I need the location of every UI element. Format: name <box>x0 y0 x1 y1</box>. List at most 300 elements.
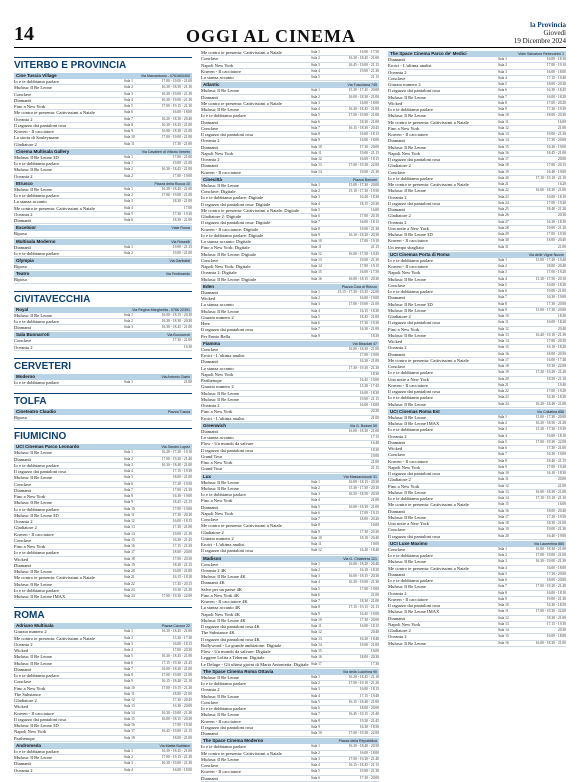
film-title: Fino a New York <box>388 326 420 332</box>
film-title: Mufasa: Il Re Leone 3D <box>14 154 59 160</box>
film-title: Me contro te presenta: Cattivissimi a Natale <box>388 119 469 125</box>
film-title: Wicked <box>388 339 403 344</box>
showtimes: 17.00 - 19.00 <box>172 173 192 178</box>
film-title: Mufasa: Il Re Leone <box>14 569 52 574</box>
screen-label: Sala 26 <box>498 213 509 218</box>
screen-label: Sala 2 <box>311 189 320 193</box>
film-title: Conclave <box>201 257 219 263</box>
showtimes: 18.30 <box>370 447 379 452</box>
screen-label: Sala 6 <box>311 775 320 780</box>
film-title: Napoli New York <box>14 729 47 735</box>
film-title: Oceania 2 <box>14 116 33 122</box>
screen-label: Sala 4 <box>498 565 507 570</box>
showtimes: 19.00 - 21.15 <box>172 244 192 249</box>
film-title: Mufasa: Il Re Leone IMAX <box>388 421 440 426</box>
film-title: Diamanti <box>388 351 406 357</box>
showtimes: 16.30 - 18.45 - 21.00 <box>161 167 192 172</box>
film-title: Fino a New York <box>388 483 420 489</box>
screen-label: Sala 7 <box>311 220 320 225</box>
screen-label <box>311 466 333 471</box>
screen-label: Sala 4 <box>498 75 507 80</box>
showtimes: 19.00 <box>370 542 379 546</box>
film-title: Wicked <box>388 100 403 106</box>
screen-label: Sala 3 <box>498 427 507 432</box>
screen-label: Sala 5 <box>124 654 133 659</box>
showtimes: 18.00 - 21.00 <box>172 735 192 740</box>
film-title: La storia di Souleymane <box>14 135 59 141</box>
showtimes: 17.00 - 19.20 - 21.40 <box>535 584 566 589</box>
screen-label: Sala 10 <box>498 603 509 607</box>
film-title: Conclave <box>14 679 32 685</box>
film-title: Eroici - L'ultima analisi <box>201 542 245 547</box>
showtimes: 15.30 - 17.45 - 20.00 <box>348 88 379 93</box>
showtimes: 21.15 <box>370 245 379 250</box>
film-title: Le Deluge - Gli ultimi giorni di Maria Antonietta: Digitale <box>201 661 309 667</box>
city-heading: CIVITAVECCHIA <box>14 291 192 304</box>
film-title: Mufasa: Il Re Leone <box>14 500 52 506</box>
cinema-address: Via G. Chiabrera 121 <box>343 556 377 561</box>
showtimes: 16.00 - 18.30 - 21.00 <box>535 188 566 193</box>
showtimes: 16.20 - 18.45 - 21.10 <box>348 674 379 679</box>
screen-label: Sala 1 <box>311 50 320 54</box>
showtimes: 18.30 - 21.00 <box>546 615 566 620</box>
screen-label: Sala 4 <box>311 308 320 313</box>
showtimes: 16.30 - 18.45 - 21.00 <box>161 654 192 659</box>
film-title: Io e te dobbiamo parlare <box>201 744 246 750</box>
showtimes: 16.00 <box>370 649 379 653</box>
film-title: Mufasa: Il Re Leone IMAX <box>14 594 66 599</box>
film-title: Wicked <box>14 704 29 710</box>
screen-label: Sala 20 <box>498 175 509 180</box>
film-title: Fino a New York <box>14 494 46 499</box>
film-title: Kraven - Il cacciatore <box>388 596 428 602</box>
screen-label: Sala 11 <box>498 477 509 482</box>
showtimes: 16.30 - 21.00 <box>359 327 379 332</box>
screen-label: Sala 6 <box>311 321 320 325</box>
film-title: Il ragazzo dai pantaloni rosa <box>388 200 441 206</box>
showtimes: 15.30 - 17.50 - 20.10 <box>348 485 379 490</box>
screen-label: Sala 1 <box>124 450 133 455</box>
showtimes: 16.10 - 18.20 - 20.30 <box>348 232 379 237</box>
cinema-address: Via Garibaldi <box>169 259 190 263</box>
showtimes: 19.00 - 21.30 <box>546 527 566 532</box>
cinema-name: Adriano Multisala <box>16 623 54 629</box>
screen-label: Sala 6 <box>311 119 320 124</box>
showtimes: 17.00 - 20.20 <box>546 100 566 105</box>
showtime-row <box>14 277 192 283</box>
screen-label: Sala 10 <box>498 113 509 118</box>
screen-label: Sala 17 <box>498 514 509 519</box>
film-title: Wicked <box>201 296 216 301</box>
showtime-row <box>14 736 192 742</box>
film-title: Il ragazzo dai pantaloni rosa <box>388 389 441 394</box>
film-title: Diamanti <box>388 138 406 144</box>
showtimes: 16.00 - 18.15 <box>359 220 379 225</box>
showtimes: 15.00 - 17.30 - 20.00 <box>535 307 566 312</box>
screen-label: Sala 2 <box>124 167 133 172</box>
film-title: Io e te dobbiamo parlare <box>14 161 59 166</box>
screen-label: Sala 7 <box>498 295 507 300</box>
showtimes: 17.00 - 19.20 <box>546 389 566 393</box>
screen-label: Sala 13 <box>498 332 509 337</box>
showtimes: 17.00 - 19.00 - 21.00 <box>161 673 192 677</box>
cinema-address: Piazza Bonomi <box>353 177 377 182</box>
screen-label: Sala 14 <box>311 169 322 174</box>
film-title: Oceania 2 <box>14 641 33 647</box>
film-title: Mufasa: Il Re Leone <box>201 308 239 314</box>
film-title: Mufasa: Il Re Leone <box>201 712 239 718</box>
screen-label: Sala 2 <box>124 635 133 640</box>
film-title: Kraven - Il cacciatore <box>201 68 241 74</box>
screen-label: Sala 5 <box>311 586 320 591</box>
film-title: Napoli New York <box>388 464 421 470</box>
cinema-name: Eden <box>203 283 215 289</box>
film-title: Mufasa: Il Re Leone 3D <box>14 512 59 518</box>
screen-label: Sala 15 <box>498 634 509 639</box>
screen-label: Sala 14 <box>311 642 322 647</box>
film-title: Mufasa: Il Re Leone <box>201 756 239 762</box>
showtime-row <box>14 264 192 270</box>
showtimes: 16.00 - 18.15 <box>359 624 379 628</box>
screen-label: Sala 16 <box>124 723 135 727</box>
screen-label: Sala 23 <box>124 587 135 592</box>
screen-label: Sala 4 <box>311 580 320 585</box>
film-title: Io e te dobbiamo parlare <box>14 506 59 512</box>
screen-label: Sala 6 <box>311 706 320 710</box>
film-title: Mufasa: Il Re Leone <box>388 514 426 520</box>
film-title: Conclave <box>388 75 406 81</box>
showtime-row <box>201 416 379 422</box>
screen-label: Sala 5 <box>498 282 507 287</box>
film-title: La stanza accanto: Digitale <box>201 239 251 244</box>
film-title: Il ragazzo dai pantaloni rosa <box>388 88 441 94</box>
showtimes: 17.00 - 19.00 <box>359 586 379 591</box>
city-heading: VITERBO E PROVINCIA <box>14 57 192 70</box>
showtimes: 16.50 - 18.50 - 20.50 <box>348 492 379 496</box>
film-title: Kraven - Il cacciatore 4K <box>201 599 248 604</box>
film-title: Eroici - L'ultima analisi <box>201 353 245 358</box>
showtimes: 16.30 - 18.50 <box>546 603 566 607</box>
film-title: Diamanti <box>14 218 32 223</box>
film-title: Io e te dobbiamo parlare <box>14 379 59 385</box>
cinema-name: Royal <box>16 306 29 312</box>
film-title: Io e te dobbiamo parlare <box>201 113 246 119</box>
showtimes: 18.30 <box>370 333 379 338</box>
screen-label: Sala 11 <box>311 624 322 628</box>
film-title: Riposo <box>14 264 28 269</box>
showtimes: 16.30 - 20.00 <box>172 704 192 709</box>
screen-label: Sala 1 <box>124 748 133 753</box>
screen-label: Sala 2 <box>311 485 320 490</box>
film-title: Io e te dobbiamo parlare: Digitale <box>201 232 264 238</box>
showtimes: 19.00 - 21.15 <box>359 150 379 155</box>
screen-label: Sala 12 <box>311 548 322 553</box>
film-title: Me contro te presenta: Cattivissimi a Natale <box>14 205 95 211</box>
showtimes: 16.00 - 18.30 - 21.00 <box>348 504 379 509</box>
screen-label: Sala 3 <box>498 270 507 275</box>
screen-label: Sala 7 <box>124 666 133 671</box>
screen-label: Sala 10 <box>311 731 322 735</box>
film-title: Mufasa: Il Re Leone <box>388 307 426 313</box>
showtimes: 16.30 - 18.30 - 20.30 <box>161 318 192 323</box>
showtimes: 17.00 - 19.10 - 21.20 <box>348 681 379 685</box>
film-title: Oceania 2 <box>388 219 407 225</box>
screen-label: Sala 6 <box>311 214 320 218</box>
cinema-name: Moderno <box>16 373 35 379</box>
screen-label: Sala 7 <box>311 712 320 717</box>
film-title: Una notte a New York <box>388 225 429 231</box>
screen-label: Sala 3 <box>311 62 320 67</box>
showtimes: 17.15 - 19.15 - 21.15 <box>348 605 379 610</box>
screen-label: Sala 5 <box>124 104 133 108</box>
film-title: Mufasa: Il Re Leone 3D <box>14 723 59 728</box>
film-title: Io e te dobbiamo parlare <box>14 79 59 84</box>
showtimes: 16.30 - 19.00 <box>546 295 566 300</box>
showtimes: 16.40 - 19.00 <box>546 533 566 538</box>
film-title: Diamanti <box>14 97 32 103</box>
film-title: Me contro te presenta: Cattivissimi a Natale <box>388 182 469 187</box>
showtimes: 17.00 - 19.00 - 21.00 <box>348 113 379 118</box>
screen-label: Sala 27 <box>498 219 509 224</box>
film-title: Mufasa: Il Re Leone <box>388 489 426 495</box>
showtimes: 19.00 <box>370 453 379 458</box>
film-title: Oceania 2: Digitale <box>201 270 237 276</box>
film-title: Conclave <box>201 763 219 768</box>
showtimes: 16.30 - 18.40 - 20.50 <box>348 744 379 749</box>
showtimes: 17.00 - 19.30 - 22.00 <box>535 439 566 444</box>
screen-label: Sala 9 <box>311 611 320 616</box>
screen-label: Sala 10 <box>498 314 509 318</box>
film-title: Giurato numero 2 <box>14 629 47 635</box>
showtimes: 17.30 - 21.00 <box>172 141 192 146</box>
showtimes: 17.00 - 19.15 <box>359 510 379 515</box>
film-title: Wicked <box>14 648 29 653</box>
cinema-name: Multisala Moderno <box>16 238 56 244</box>
film-title: Mufasa: Il Re Leone: Digitale <box>201 276 257 282</box>
showtimes: 17.30 - 20.00 <box>546 571 566 576</box>
film-title: Me contro te presenta: Cattivissimi a Natale <box>388 565 469 571</box>
screen-label: Sala 16 <box>124 544 135 548</box>
screen-label: Sala 3 <box>311 687 320 692</box>
showtimes: 16.00 - 18.00 <box>359 138 379 143</box>
film-title: Parthenope <box>14 735 35 741</box>
screen-label: Sala 3 <box>124 199 133 204</box>
showtimes: 17.30 - 20.00 <box>359 775 379 780</box>
screen-label <box>311 460 333 465</box>
screen-label: Sala 8 <box>311 718 320 723</box>
showtimes: 18.45 - 21.00 <box>546 150 566 155</box>
showtimes: 16.30 - 18.45 - 21.00 <box>348 56 379 61</box>
showtimes: 19.00 - 21.15 <box>359 396 379 401</box>
showtime-row <box>201 466 379 472</box>
film-title: Io e te dobbiamo parlare <box>388 175 433 181</box>
showtimes: 18.00 - 20.00 <box>359 706 379 710</box>
cinema-address: Via Laurentina 865 <box>533 541 564 546</box>
showtime-row <box>14 594 192 600</box>
showtimes: 16.00 - 18.15 <box>172 519 192 523</box>
film-title: Conclave <box>14 481 32 487</box>
screen-label: Sala 9 <box>498 596 507 601</box>
showtimes: 21.00 <box>370 460 379 464</box>
screen-label: Sala 6 <box>498 578 507 582</box>
film-title: Kraven - Il cacciatore <box>201 718 241 724</box>
showtimes: 18.00 - 20.40 <box>546 264 566 268</box>
showtimes: 16.00 - 18.00 <box>172 110 192 115</box>
screen-label: Sala 31 <box>498 244 509 249</box>
film-title: Kraven - Il cacciatore <box>388 458 428 464</box>
screen-label: Sala 2 <box>311 750 320 755</box>
showtimes: 17.00 - 21.00 <box>172 154 192 159</box>
screen-label: Sala 3 <box>498 69 507 74</box>
showtimes: 18.00 - 20.30 <box>546 82 566 86</box>
showtimes: 15.00 - 17.20 - 19.40 <box>535 257 566 262</box>
film-title: Kraven - Il cacciatore <box>14 531 54 537</box>
film-title: Riposo <box>14 415 28 420</box>
screen-label <box>311 448 333 453</box>
showtimes: 16.30 - 18.45 - 21.00 <box>348 107 379 111</box>
showtimes: 20.30 <box>557 213 566 218</box>
showtimes: 16.15 - 18.30 - 20.45 <box>348 125 379 130</box>
film-title: Mufasa: Il Re Leone <box>201 107 239 112</box>
screen-label: Sala 1 <box>124 312 133 317</box>
film-title: Il ragazzo dai pantaloni rosa <box>201 724 254 730</box>
showtimes: 17.20 - 19.20 - 21.20 <box>535 370 566 375</box>
film-title: Oceania 2 <box>14 519 33 524</box>
film-title: Diamanti <box>388 439 406 445</box>
cinema-name: UCI Luxe Maximo <box>390 540 428 546</box>
showtime-row <box>14 174 192 180</box>
film-title: Fino a New York <box>14 685 46 691</box>
cinema-address: Piazza Cavour 22 <box>161 624 190 629</box>
showtimes: 17.00 - 20.30 <box>172 648 192 652</box>
screen-label: Sala 25 <box>498 207 509 211</box>
film-title: Mufasa: Il Re Leone <box>388 94 426 100</box>
screen-label: Sala 2 <box>124 193 133 197</box>
showtimes: 16.30 - 19.00 - 21.30 <box>535 559 566 564</box>
showtime-row <box>388 402 566 408</box>
screen-label: Sala 8 <box>124 122 133 127</box>
showtimes: 16.00 <box>370 523 379 528</box>
showtime-row <box>14 345 192 351</box>
cinema-name: Andromeda <box>16 742 42 748</box>
showtimes: 16.30 - 19.00 <box>546 144 566 149</box>
showtimes: 17.00 - 19.30 - 22.00 <box>348 163 379 168</box>
film-title: Conclave <box>14 537 32 543</box>
cinema-address: Piazza Cola di Rienzo <box>341 284 377 289</box>
showtimes: 16.30 - 18.45 - 21.00 <box>161 748 192 753</box>
film-title: Conclave <box>201 56 219 62</box>
cinema-address: Via Tuscolana 745 <box>347 83 377 88</box>
film-title: Mufasa: Il Re Leone <box>14 755 52 760</box>
screen-label: Sala 9 <box>311 138 320 143</box>
screen-label: Sala 8 <box>498 458 507 463</box>
showtimes: 16.10 - 18.20 <box>546 345 566 350</box>
film-title: Giurato numero 2 <box>388 82 421 87</box>
screen-label: Sala 2 <box>124 456 133 461</box>
cinema-address: Via G. Bodoni 59 <box>349 423 377 428</box>
showtimes: 17.30 - 21.00 <box>546 446 566 450</box>
screen-label: Sala 15 <box>311 649 322 653</box>
screen-label: Sala 12 <box>311 630 322 635</box>
film-title: La stanza accanto <box>201 435 234 440</box>
showtime-row <box>14 325 192 331</box>
screen-label: Sala 6 <box>124 218 133 222</box>
film-title: La stanza accanto <box>201 302 234 308</box>
cinema-name: Olympia <box>16 258 34 263</box>
screen-label: Sala 21 <box>498 382 509 387</box>
film-title: Fino a New York <box>388 125 420 131</box>
screen-label: Sala 7 <box>311 125 320 130</box>
screen-label: Sala 1 <box>124 629 133 634</box>
showtimes: 17.30 <box>370 661 379 666</box>
film-title: Diamanti <box>14 456 32 462</box>
screen-label: Sala 4 <box>124 469 133 473</box>
showtimes: 18.00 - 20.20 <box>359 517 379 521</box>
film-title: Io e te dobbiamo parlare <box>388 289 433 294</box>
showtimes: 16.00 - 18.30 - 21.00 <box>348 428 379 433</box>
screen-label: Sala 11 <box>498 609 509 614</box>
film-title: Conclave <box>14 338 32 344</box>
screen-label: Sala 18 <box>124 735 135 740</box>
showtimes: 18.30 - 21.00 <box>546 521 566 525</box>
screen-label: Sala 2 <box>498 63 507 68</box>
showtimes: 16.20 - 18.40 - 21.00 <box>535 401 566 406</box>
showtimes: 21.15 <box>370 75 379 79</box>
screen-label: Sala 24 <box>124 594 135 598</box>
screen-label: Sala 1 <box>311 479 320 484</box>
cinema-name: Cinecittà <box>203 176 223 182</box>
screen-label: Sala 7 <box>498 94 507 99</box>
cinema-name: Greenwich <box>203 422 227 428</box>
screen-label: Sala 1 <box>124 379 133 384</box>
film-title: Oceania 2 <box>201 157 220 162</box>
showtimes: 16.45 - 19.00 - 21.15 <box>161 729 192 734</box>
showtimes: 20.30 <box>557 628 566 632</box>
film-title: Mufasa: Il Re Leone <box>14 581 52 587</box>
showtimes: 16.00 - 18.10 <box>546 590 566 595</box>
film-title: Here <box>201 321 210 326</box>
showtimes: 17.00 - 19.20 - 21.40 <box>161 456 192 461</box>
film-title: Diamanti <box>14 244 32 250</box>
screen-label: Sala 1 <box>498 57 507 61</box>
showtimes: 17.00 - 19.00 - 21.00 <box>348 302 379 307</box>
showtimes: 17.30 - 21.00 <box>172 338 192 343</box>
showtimes: 17.20 - 19.50 <box>172 481 192 486</box>
film-title: Diamanti <box>201 428 219 434</box>
screen-label: Sala 21 <box>498 182 509 186</box>
screen-label: Sala 1 <box>311 674 320 679</box>
film-title: Mufasa: Il Re Leone <box>14 660 52 666</box>
film-title: Io e te dobbiamo parlare <box>14 318 59 324</box>
showtimes: 18.40 - 21.20 <box>546 207 566 211</box>
screen-label: Sala 5 <box>311 504 320 509</box>
showtimes: 16.10 - 18.20 <box>359 567 379 572</box>
screen-label <box>124 345 146 350</box>
cinema-name: Sala Buonarroti <box>16 332 50 338</box>
showtimes: 16.00 - 18.20 - 20.40 <box>348 561 379 566</box>
page-header <box>0 0 580 44</box>
film-title: Io e te dobbiamo parlare <box>201 492 246 497</box>
showtimes: 21.00 <box>370 592 379 597</box>
film-title: Parthenope <box>201 378 222 383</box>
screen-label: Sala 3 <box>124 761 133 766</box>
film-title: Gladiatore 2 <box>388 213 411 219</box>
screen-label: Sala 4 <box>124 97 133 102</box>
showtimes: 16.00 - 18.15 <box>172 641 192 646</box>
showtimes: 21.00 <box>557 125 566 130</box>
screen-label: Sala 6 <box>311 510 320 515</box>
showtimes: 17.45 - 20.15 <box>172 581 192 586</box>
